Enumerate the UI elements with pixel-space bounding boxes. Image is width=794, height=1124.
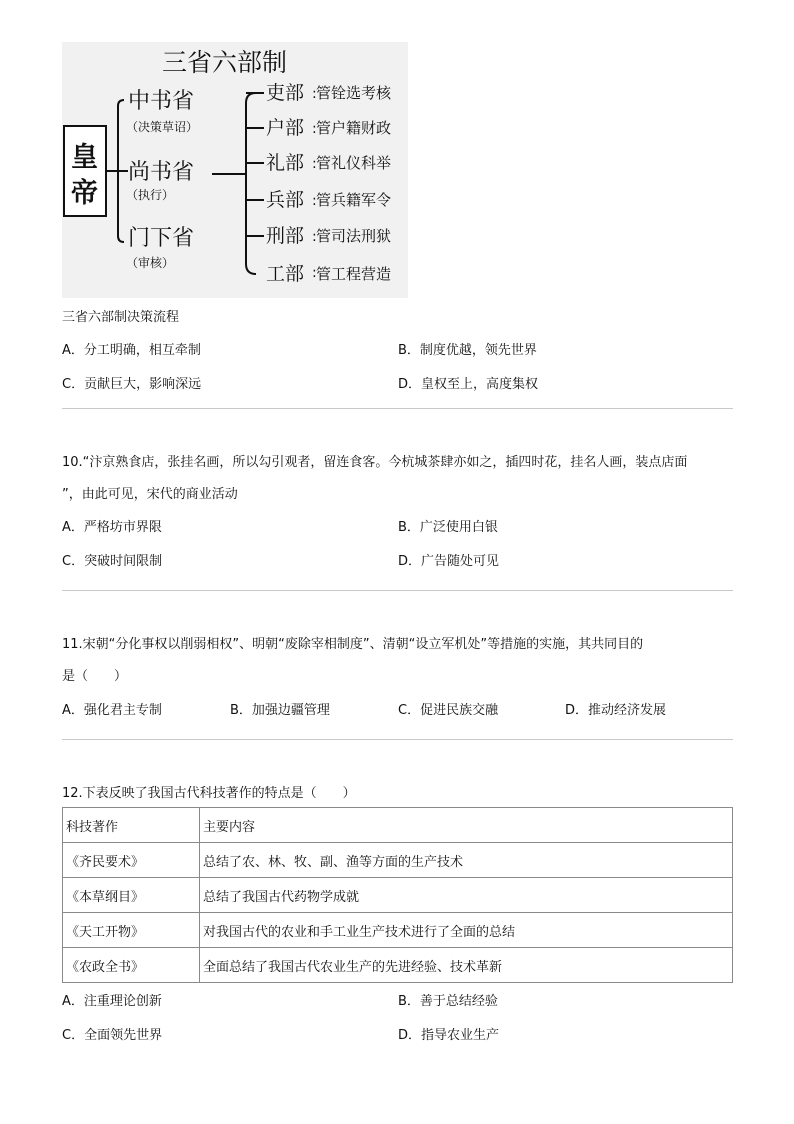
- q10-option-c[interactable]: C．突破时间限制: [62, 554, 163, 569]
- ministry-gong: [266, 263, 391, 285]
- tech-works-table: [62, 807, 733, 983]
- diagram-title: 三省六部制: [162, 48, 288, 77]
- ministry-gong-name: 工部: [266, 263, 305, 285]
- q11-option-c[interactable]: C．促进民族交融: [398, 703, 499, 718]
- ministry-li-rites: [246, 152, 391, 174]
- table-cell: 总结了农、林、牧、副、渔等方面的生产技术: [200, 843, 733, 878]
- table-cell: 全面总结了我国古代农业生产的先进经验、技术革新: [200, 948, 733, 983]
- q9-option-b[interactable]: B．制度优越，领先世界: [398, 343, 537, 358]
- divider: [62, 590, 733, 591]
- table-row: [63, 843, 733, 878]
- q10-option-b[interactable]: B．广泛使用白银: [398, 520, 498, 535]
- ministry-gong-duty: 管工程营造: [316, 265, 392, 283]
- q9-option-d[interactable]: D．皇权至上，高度集权: [398, 377, 539, 392]
- q12-stem: 12.下表反映了我国古代科技著作的特点是（ ）: [62, 786, 356, 801]
- table-header-row: [63, 808, 733, 843]
- department-shangshu: 尚书省: [128, 160, 195, 185]
- table-row: [63, 913, 733, 948]
- colon-glyph: :: [312, 121, 317, 137]
- q10-option-d[interactable]: D．广告随处可见: [398, 554, 500, 569]
- colon-glyph: :: [312, 193, 317, 209]
- department-zhongshu-role: （决策草诏）: [126, 120, 199, 134]
- department-menxia: 门下省: [128, 226, 195, 251]
- table-cell: 《齐民要术》: [63, 843, 200, 878]
- q12-option-a[interactable]: A．注重理论创新: [62, 994, 162, 1009]
- ministry-xing-duty: 管司法刑狱: [316, 227, 392, 245]
- q12-option-c[interactable]: C．全面领先世界: [62, 1028, 163, 1043]
- department-menxia-role: （审核）: [126, 256, 175, 270]
- q11-option-d[interactable]: D．推动经济发展: [565, 703, 667, 718]
- q11-stem-line2: 是（ ）: [62, 669, 128, 684]
- table-cell: 《农政全书》: [63, 948, 200, 983]
- ministry-li: [246, 82, 392, 104]
- table-header-cell: 主要内容: [200, 808, 733, 843]
- q12-option-d[interactable]: D．指导农业生产: [398, 1028, 500, 1043]
- ministry-xing: [246, 225, 391, 247]
- emperor-label-bottom: 帝: [71, 178, 98, 209]
- colon-glyph: :: [312, 229, 317, 245]
- ministry-hu-name: 户部: [266, 117, 305, 139]
- table-cell: 对我国古代的农业和手工业生产技术进行了全面的总结: [200, 913, 733, 948]
- ministry-xing-name: 刑部: [266, 225, 305, 247]
- ministry-rites-duty: 管礼仪科举: [316, 154, 392, 172]
- emperor-label-top: 皇: [71, 142, 98, 173]
- q9-option-a[interactable]: A．分工明确，相互牵制: [62, 343, 201, 358]
- divider: [62, 408, 733, 409]
- department-zhongshu: 中书省: [128, 89, 195, 114]
- divider: [62, 739, 733, 740]
- q11-option-a[interactable]: A．强化君主专制: [62, 703, 162, 718]
- q10-option-a[interactable]: A．严格坊市界限: [62, 520, 162, 535]
- department-shangshu-role: （执行）: [126, 188, 175, 202]
- q9-caption: 三省六部制决策流程: [62, 310, 180, 325]
- ministry-bing-name: 兵部: [266, 189, 305, 211]
- table-row: [63, 948, 733, 983]
- colon-glyph: :: [312, 86, 317, 102]
- ministry-hu: [246, 117, 391, 139]
- ministry-bing-duty: 管兵籍军令: [316, 191, 392, 209]
- q10-stem-line1: 10.“汴京熟食店，张挂名画，所以勾引观者，留连食客。今杭城茶肆亦如之，插四时花，挂名人画，装点店面: [62, 455, 688, 470]
- table-cell: 《天工开物》: [63, 913, 200, 948]
- three-departments-six-ministries-diagram: [62, 42, 408, 298]
- ministry-li-name: 吏部: [266, 82, 305, 104]
- table-cell: 《本草纲目》: [63, 878, 200, 913]
- table-header-cell: 科技著作: [63, 808, 200, 843]
- diagram-canvas: [62, 42, 408, 298]
- ministry-rites-name: 礼部: [266, 152, 305, 174]
- q12-option-b[interactable]: B．善于总结经验: [398, 994, 498, 1009]
- ministry-li-duty: 管铨选考核: [316, 84, 392, 102]
- q11-stem-line1: 11.宋朝“分化事权以削弱相权”、明朝“废除宰相制度”、清朝“设立军机处”等措施的实施，其共同目的: [62, 637, 644, 652]
- q11-option-b[interactable]: B．加强边疆管理: [230, 703, 330, 718]
- colon-glyph: :: [312, 156, 317, 172]
- colon-glyph: :: [312, 265, 317, 281]
- q9-option-c[interactable]: C．贡献巨大，影响深远: [62, 377, 202, 392]
- table-row: [63, 878, 733, 913]
- table-cell: 总结了我国古代药物学成就: [200, 878, 733, 913]
- ministry-hu-duty: 管户籍财政: [316, 119, 392, 137]
- ministry-bing: [246, 189, 391, 211]
- q10-stem-line2: ”，由此可见，宋代的商业活动: [62, 487, 238, 502]
